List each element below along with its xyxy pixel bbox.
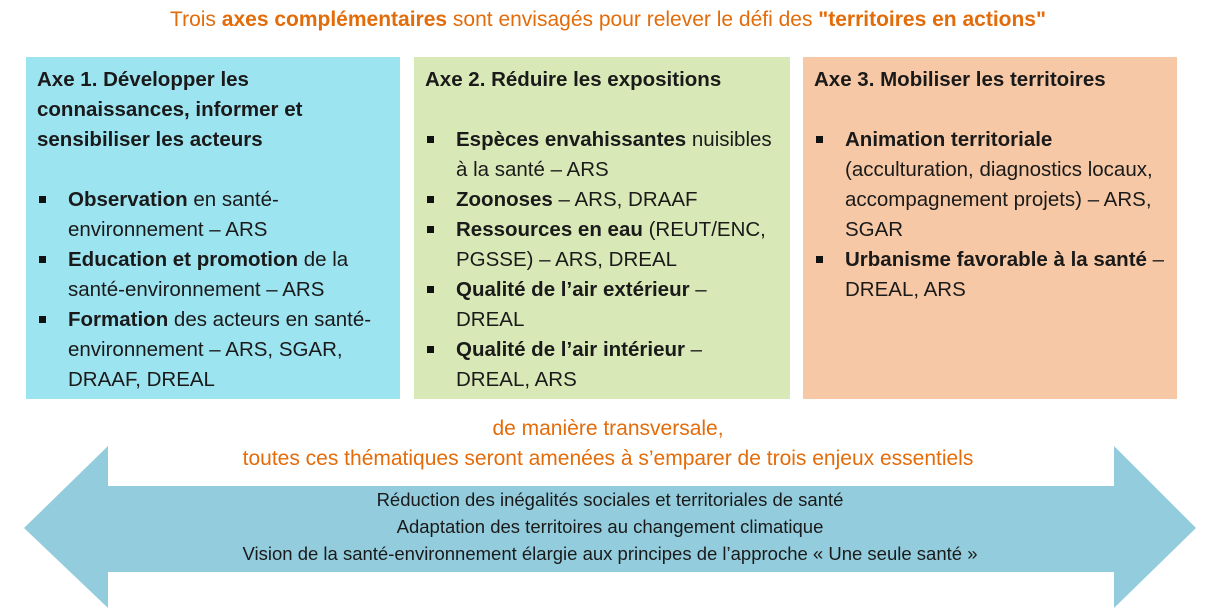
item-text: de la santé-environnement – ARS — [68, 248, 349, 301]
axe-1-title: Axe 1. Développer les connaissances, informer et sensibiliser les acteurs — [37, 68, 303, 151]
enjeux-list — [100, 486, 1120, 567]
headline-prefix: Trois — [170, 8, 222, 31]
enjeu-1: Réduction des inégalités sociales et territoriales de santé — [376, 489, 844, 510]
transversal-line-1: de manière transversale, — [492, 417, 724, 440]
item-text: en santé-environnement – ARS — [68, 188, 279, 241]
item-lead: Animation territoriale — [845, 128, 1053, 151]
item-text: – ARS, DRAAF — [552, 188, 698, 211]
enjeu-3: Vision de la santé-environnement élargie aux principes de l’approche « Une seule santé » — [242, 543, 978, 564]
item-lead: Observation — [68, 188, 188, 211]
item-text: – DREAL — [456, 278, 707, 331]
axe-3-title: Axe 3. Mobiliser les territoires — [814, 68, 1106, 91]
item-text: (REUT/ENC, PGSSE) – ARS, DREAL — [456, 218, 766, 271]
item-lead: Ressources en eau — [456, 218, 643, 241]
item-lead: Zoonoses — [456, 188, 553, 211]
headline-middle: sont envisagés pour relever le défi des — [447, 8, 819, 31]
transversal-line-2: toutes ces thématiques seront amenées à s’emparer de trois enjeux essentiels — [242, 447, 974, 470]
item-lead: Qualité de l’air extérieur — [456, 278, 690, 301]
enjeu-2: Adaptation des territoires au changement climatique — [396, 516, 824, 537]
transversal-caption — [0, 414, 1216, 474]
item-text: nuisibles à la santé – ARS — [456, 128, 772, 181]
item-text: (acculturation, diagnostics locaux, accompagnement projets) – ARS, SGAR — [845, 158, 1153, 241]
headline-strong-axes: axes complémentaires — [221, 8, 448, 31]
item-lead: Formation — [68, 308, 169, 331]
item-lead: Espèces envahissantes — [456, 128, 687, 151]
item-lead: Qualité de l’air intérieur — [456, 338, 685, 361]
headline-strong-territoires: "territoires en actions" — [818, 8, 1046, 31]
item-text: – DREAL, ARS — [456, 338, 703, 391]
item-text: – DREAL, ARS — [845, 248, 1165, 301]
item-lead: Education et promotion — [68, 248, 299, 271]
item-lead: Urbanisme favorable à la santé — [845, 248, 1147, 271]
axe-2-title: Axe 2. Réduire les expositions — [425, 68, 722, 91]
item-text: des acteurs en santé-environnement – ARS, SGAR, DRAAF, DREAL — [68, 308, 372, 391]
